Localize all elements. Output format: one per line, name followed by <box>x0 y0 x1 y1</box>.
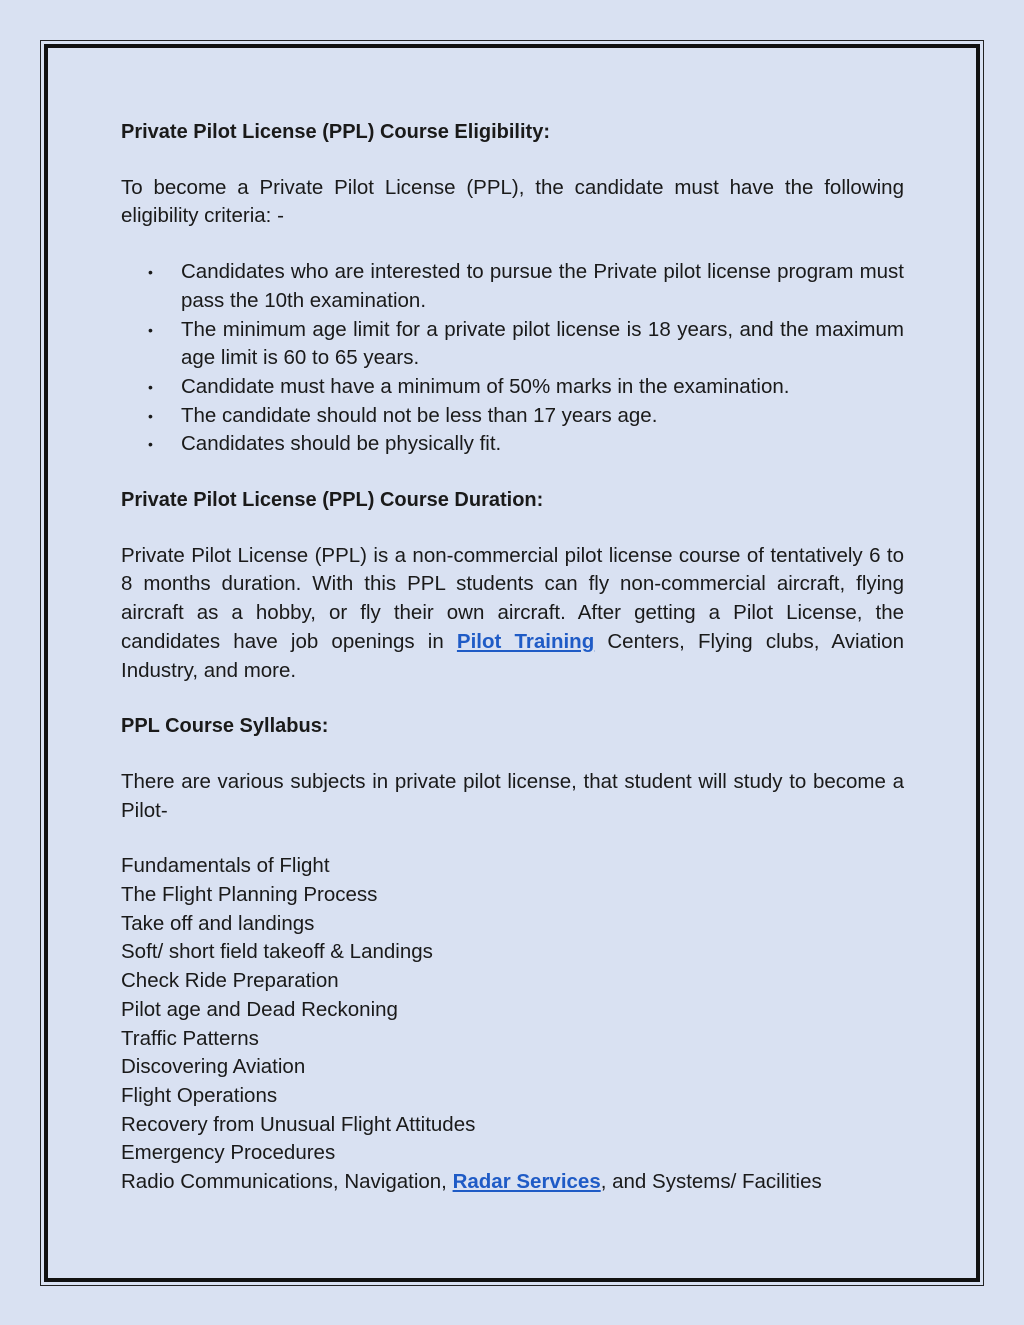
eligibility-heading: Private Pilot License (PPL) Course Eligibility: <box>121 121 550 143</box>
syllabus-heading: PPL Course Syllabus: <box>121 715 329 738</box>
list-item: Take off and landings <box>121 911 315 935</box>
radar-services-link[interactable]: Radar Services <box>452 1170 601 1194</box>
list-item: Radio Communications, Navigation, Radar Services, and Systems/ Facilities <box>121 1170 822 1194</box>
list-item: The Flight Planning Process <box>121 883 378 907</box>
list-item: • Candidate must have a minimum of 50% marks in the examination. <box>121 373 904 402</box>
list-item: Recovery from Unusual Flight Attitudes <box>121 1112 476 1136</box>
list-item: • The minimum age limit for a private pilot license is 18 years, and the maximum age limit is 60 to 65 years. <box>148 317 904 370</box>
list-item: Discovering Aviation <box>121 1055 306 1079</box>
bullet-icon: • <box>148 407 153 424</box>
list-item: Check Ride Preparation <box>121 969 339 993</box>
list-item: Fundamentals of Flight <box>121 854 330 878</box>
duration-paragraph: Private Pilot License (PPL) is a non-commercial pilot license course of tentatively 6 to 8 months duration. With this PPL students can fly non-commercial aircraft, flying aircraft as a hobby, or fly their own aircraft. After getting a Pilot License, the candidates have job openings in Pilot Training Centers, Flying clubs, Aviation Industry, and more. <box>121 543 904 682</box>
list-item: • Candidates who are interested to pursue the Private pilot license program must pass the 10th examination. <box>148 260 904 312</box>
eligibility-intro: To become a Private Pilot License (PPL), the candidate must have the following eligibility criteria: - <box>121 175 904 228</box>
list-item: • The candidate should not be less than 17 years age. <box>121 402 904 431</box>
list-item: • Candidates should be physically fit. <box>121 430 904 459</box>
syllabus-intro: There are various subjects in private pilot license, that student will study to become a Pilot- <box>121 769 904 822</box>
duration-heading: Private Pilot License (PPL) Course Duration: <box>121 489 544 512</box>
document-body <box>121 118 904 1197</box>
list-item: Soft/ short field takeoff & Landings <box>121 940 433 964</box>
bullet-icon: • <box>148 378 153 395</box>
bullet-icon: • <box>148 436 153 453</box>
list-item: Pilot age and Dead Reckoning <box>121 997 398 1021</box>
pilot-training-link[interactable]: Pilot Training <box>456 629 595 653</box>
list-item: Traffic Patterns <box>121 1026 259 1050</box>
list-item: Flight Operations <box>121 1083 278 1107</box>
bullet-icon: • <box>148 264 153 281</box>
list-item: Emergency Procedures <box>121 1141 336 1165</box>
eligibility-list <box>121 258 904 459</box>
syllabus-list <box>121 852 904 1196</box>
bullet-icon: • <box>148 321 153 338</box>
